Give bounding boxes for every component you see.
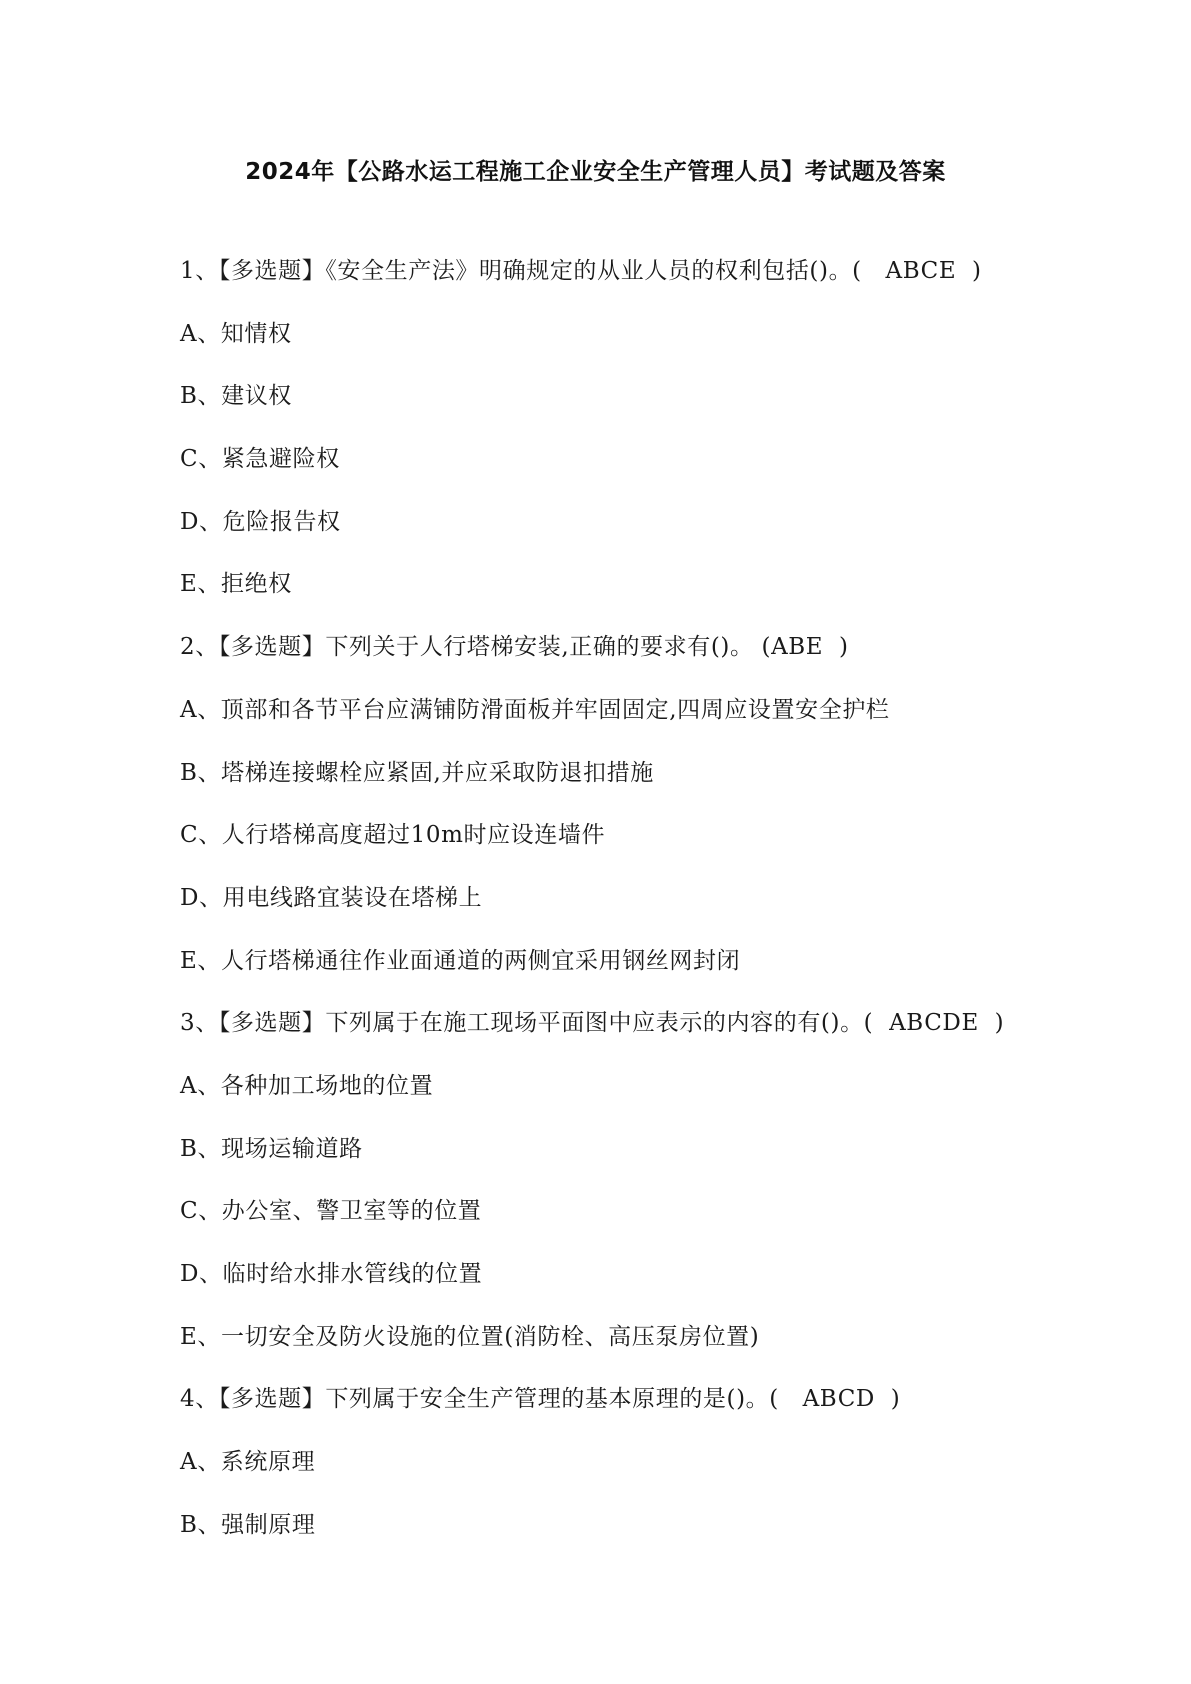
- question-1-option-e: E、拒绝权: [180, 571, 292, 598]
- question-4-option-a: A、系统原理: [180, 1449, 316, 1476]
- question-3-stem: 3、【多选题】下列属于在施工现场平面图中应表示的内容的有()。( ABCDE ): [180, 1010, 1005, 1037]
- question-list: [180, 258, 1080, 1574]
- question-4-option-b: B、强制原理: [180, 1511, 316, 1538]
- question-1-option-c: C、紧急避险权: [180, 446, 340, 473]
- question-1-option-b: B、建议权: [180, 383, 292, 410]
- question-2-option-c: C、人行塔梯高度超过10m时应设连墙件: [180, 822, 606, 849]
- question-4-stem: 4、【多选题】下列属于安全生产管理的基本原理的是()。( ABCD ): [180, 1386, 901, 1413]
- question-2-stem: 2、【多选题】下列关于人行塔梯安装,正确的要求有()。 (ABE ): [180, 634, 849, 661]
- question-2-option-d: D、用电线路宜装设在塔梯上: [180, 884, 483, 911]
- question-2-option-b: B、塔梯连接螺栓应紧固,并应采取防退扣措施: [180, 759, 654, 786]
- question-1-option-d: D、危险报告权: [180, 508, 341, 535]
- question-2-option-e: E、人行塔梯通往作业面通道的两侧宜采用钢丝网封闭: [180, 947, 741, 974]
- question-3-option-a: A、各种加工场地的位置: [180, 1072, 434, 1099]
- document-title: 2024年【公路水运工程施工企业安全生产管理人员】考试题及答案: [245, 159, 946, 185]
- question-3-option-e: E、一切安全及防火设施的位置(消防栓、高压泵房位置): [180, 1323, 760, 1350]
- question-3-option-b: B、现场运输道路: [180, 1135, 363, 1162]
- question-3-option-c: C、办公室、警卫室等的位置: [180, 1198, 482, 1225]
- question-2-option-a: A、顶部和各节平台应满铺防滑面板并牢固固定,四周应设置安全护栏: [180, 696, 890, 723]
- question-1-option-a: A、知情权: [180, 320, 292, 347]
- question-1-stem: 1、【多选题】《安全生产法》明确规定的从业人员的权利包括()。( ABCE ): [180, 258, 982, 284]
- question-3-option-d: D、临时给水排水管线的位置: [180, 1261, 483, 1287]
